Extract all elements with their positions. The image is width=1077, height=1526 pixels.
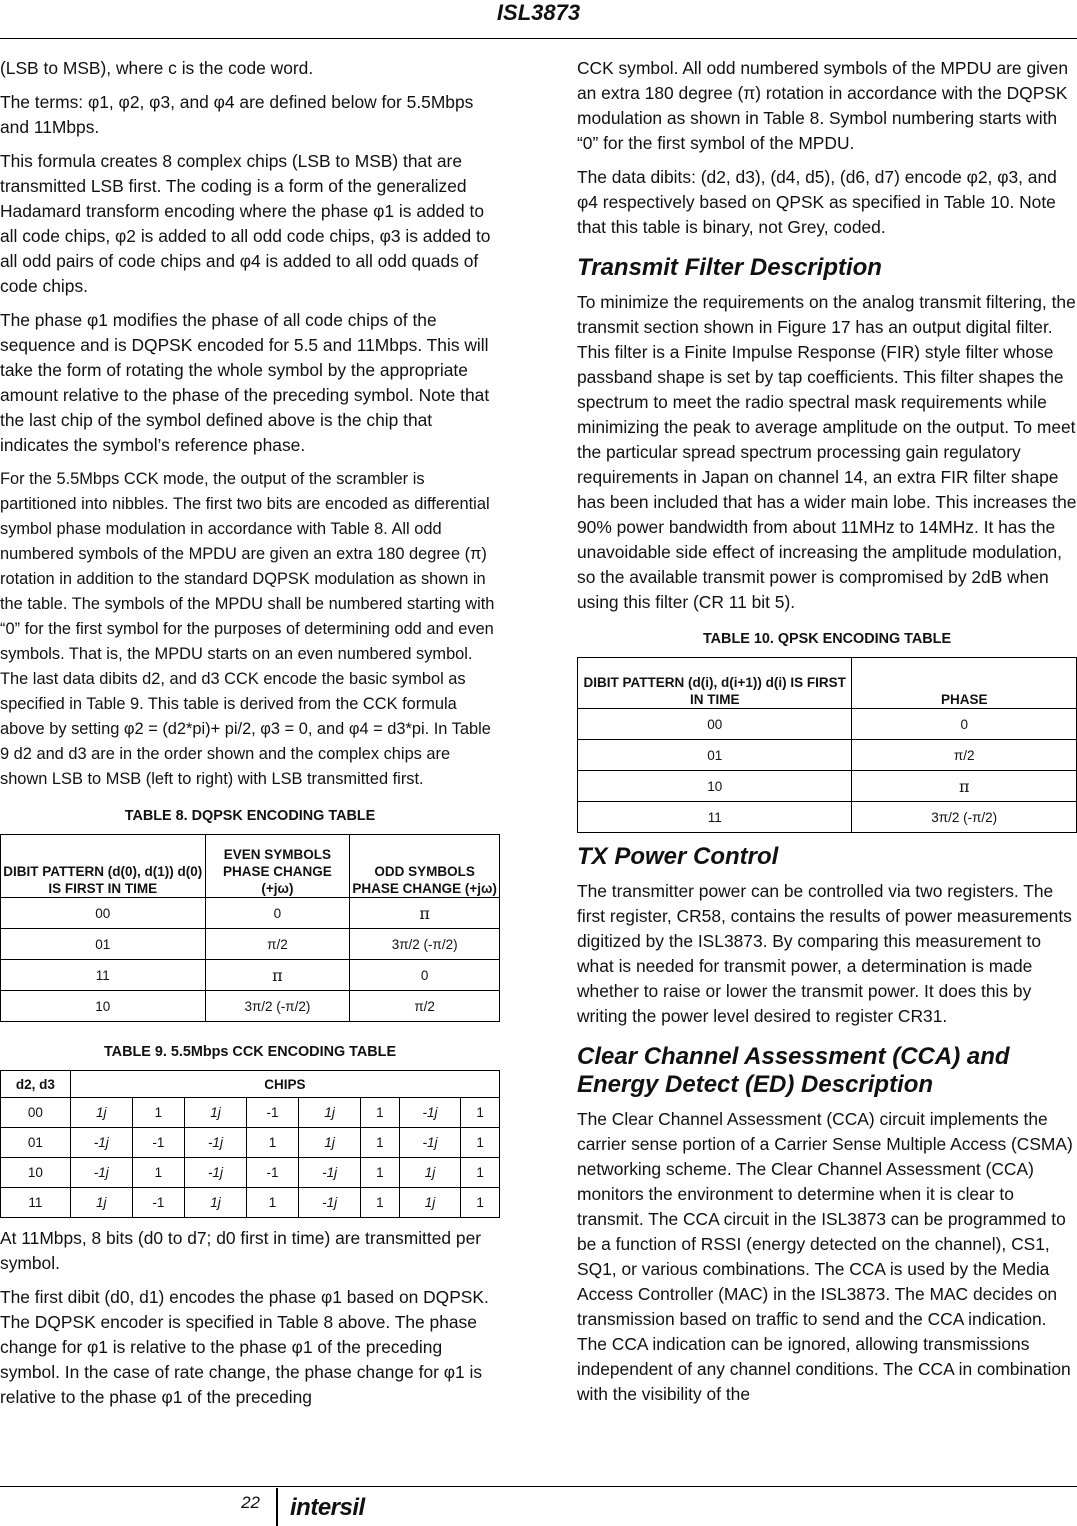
paragraph: For the 5.5Mbps CCK mode, the output of the scrambler is partitioned into nibbles. The first two bits are encoded as differential symbol phase modulation in accordance with Table 8. All odd numbered symbols of the MPDU are given an extra 180 degree (π) rotation in addition to the standard DQPSK modulation as shown in the table. The symbols of the MPDU shall be numbered starting with “0” for the first symbol for the purposes of determining odd and even symbols. That is, the MPDU starts on an even numbered symbol. The last data dibits d2, and d3 CCK encode the basic symbol as specified in Table 9. This table is derived from the CCK formula above by setting φ2 = (d2*pi)+ pi/2, φ3 = 0, and φ4 = d3*pi. In Table 9 d2 and d3 are in the order shown and the complex chips are shown LSB to MSB (left to right) with LSB transmitted first.	[0, 470, 495, 788]
table8	[0, 834, 500, 1022]
table-cell: 1	[361, 1098, 400, 1128]
table-cell: -1j	[185, 1128, 247, 1158]
table-cell: 1	[246, 1128, 298, 1158]
table-cell: 0	[205, 898, 350, 929]
page-header: ISL3873	[496, 0, 581, 25]
table-cell: 01	[578, 740, 852, 771]
paragraph: The transmitter power can be controlled via two registers. The first register, CR58, contains the results of power measurements digitized by the ISL3873. By comparing this measurement to what is needed for transmit power, a determination is made whether to raise or lower the transmit power. It does this by writing the power level desired to register CR31.	[577, 881, 1072, 1026]
table-cell: 1j	[299, 1128, 361, 1158]
table-row	[1, 1188, 500, 1218]
paragraph: The Clear Channel Assessment (CCA) circuit implements the carrier sense portion of a Carrier Sense Multiple Access (CSMA) networking scheme. The Clear Channel Assessment (CCA) monitors the environment to determine when it is clear to transmit. The CCA circuit in the ISL3873 can be programmed to be a function of RSSI (energy detected on the channel), CS1, SQ1, or various combinations. The CCA is used by the Media Access Controller (MAC) in the ISL3873. The MAC decides on transmission based on traffic to send and the CCA indication. The CCA indication can be ignored, allowing transmissions independent of any channel conditions. The CCA in combination with the visibility of the	[577, 1109, 1073, 1404]
table9	[0, 1070, 500, 1218]
section-heading: Clear Channel Assessment (CCA) and Energy Detect (ED) Description	[577, 1043, 1010, 1098]
table-row	[1, 991, 500, 1022]
page-number: 22	[241, 1493, 260, 1512]
paragraph: The first dibit (d0, d1) encodes the phase φ1 based on DQPSK. The DQPSK encoder is specified in Table 8 above. The phase change for φ1 is relative to the phase φ1 of the preceding symbol. In the case of rate change, the phase change for φ1 is relative to the phase φ1 of the preceding	[0, 1287, 489, 1407]
table-cell: -1j	[70, 1128, 132, 1158]
table-cell: 1j	[299, 1098, 361, 1128]
table-cell: π/2	[205, 929, 350, 960]
table-row	[1, 1158, 500, 1188]
table-cell: 11	[1, 1188, 71, 1218]
table-cell: 1	[461, 1188, 500, 1218]
table-cell: -1j	[185, 1158, 247, 1188]
header-rule	[0, 38, 1077, 39]
table-cell: 11	[1, 960, 206, 991]
table10-header-dibit: DIBIT PATTERN (d(i), d(i+1)) d(i) IS FIRST IN TIME	[578, 658, 852, 709]
intersil-logo	[290, 1494, 365, 1522]
table-row	[578, 740, 1077, 771]
table-cell: 3π/2 (-π/2)	[852, 802, 1077, 833]
footer-rule	[0, 1486, 1077, 1487]
table-cell: 1	[246, 1188, 298, 1218]
table-cell: -1	[246, 1098, 298, 1128]
table-cell: 3π/2 (-π/2)	[350, 929, 500, 960]
table-cell: 1	[461, 1128, 500, 1158]
table-cell: 1j	[70, 1098, 132, 1128]
table-cell: 10	[1, 1158, 71, 1188]
table-cell: π/2	[350, 991, 500, 1022]
table10-caption: TABLE 10. QPSK ENCODING TABLE	[702, 631, 952, 647]
table-cell: 1	[361, 1188, 400, 1218]
section-heading: TX Power Control	[577, 843, 779, 870]
section-heading: Transmit Filter Description	[577, 254, 882, 281]
paragraph: To minimize the requirements on the analog transmit filtering, the transmit section shown in Figure 17 has an output digital filter. This filter is a Finite Impulse Response (FIR) style filter whose passband shape is set by tap coefficients. This filter shapes the spectrum to meet the radio spectral mask requirements while minimizing the peak to average amplitude on the output. To meet the particular spread spectrum processing gain regulatory requirements in Japan on channel 14, an extra FIR filter shape has been included that has a wider main lobe. This increases the 90% power bandwidth from about 11MHz to 14MHz. It has the unavoidable side effect of increasing the amplitude modulation, so the available transmit power is compromised by 2dB when using this filter (CR 11 bit 5).	[577, 292, 1077, 612]
table-cell: -1j	[70, 1158, 132, 1188]
footer-divider	[276, 1488, 278, 1526]
table-cell: 1	[361, 1128, 400, 1158]
left-column	[0, 56, 500, 1419]
table-cell: 1j	[399, 1158, 461, 1188]
table10-header-phase: PHASE	[852, 658, 1077, 709]
table8-header-dibit: DIBIT PATTERN (d(0), d(1)) d(0) IS FIRST IN TIME	[1, 835, 206, 898]
table8-caption: TABLE 8. DQPSK ENCODING TABLE	[124, 808, 376, 824]
table-cell: 10	[1, 991, 206, 1022]
table-row	[1, 960, 500, 991]
table-cell: 1j	[399, 1188, 461, 1218]
table-cell: -1	[246, 1158, 298, 1188]
table-cell: -1j	[299, 1188, 361, 1218]
table-row	[578, 709, 1077, 740]
table-cell: 1j	[185, 1188, 247, 1218]
table10	[577, 657, 1077, 833]
table-row	[1, 1098, 500, 1128]
table-cell: 1j	[70, 1188, 132, 1218]
table-cell: 1	[461, 1158, 500, 1188]
table-cell: 0	[852, 709, 1077, 740]
table9-header-d2d3: d2, d3	[1, 1071, 71, 1098]
table-cell: 3π/2 (-π/2)	[205, 991, 350, 1022]
table9-caption: TABLE 9. 5.5Mbps CCK ENCODING TABLE	[103, 1044, 397, 1060]
table-cell: 11	[578, 802, 852, 833]
paragraph: (LSB to MSB), where c is the code word.	[0, 58, 314, 78]
table9-header-chips: CHIPS	[70, 1071, 499, 1098]
table-cell: -1	[132, 1128, 184, 1158]
paragraph: The data dibits: (d2, d3), (d4, d5), (d6, d7) encode φ2, φ3, and φ4 respectively based on QPSK as specified in Table 10. Note that this table is binary, not Grey, coded.	[577, 167, 1057, 237]
table-row	[578, 771, 1077, 802]
table-cell: π	[350, 898, 500, 929]
paragraph: This formula creates 8 complex chips (LSB to MSB) that are transmitted LSB first. The coding is a form of the generalized Hadamard transform encoding where the phase φ1 is added to all code chips, φ2 is added to all odd code chips, φ3 is added to all odd pairs of code chips and φ4 is added to all odd quads of code chips.	[0, 151, 491, 296]
table-cell: -1j	[399, 1098, 461, 1128]
table-cell: 1	[461, 1098, 500, 1128]
table-cell: 01	[1, 1128, 71, 1158]
paragraph: The phase φ1 modifies the phase of all code chips of the sequence and is DQPSK encoded for 5.5 and 11Mbps. This will take the form of rotating the whole symbol by the appropriate amount relative to the phase of the preceding symbol. Note that the last chip of the symbol defined above is the chip that indicates the symbol’s reference phase.	[0, 310, 490, 455]
table-cell: 00	[578, 709, 852, 740]
table-cell: 00	[1, 898, 206, 929]
right-column	[577, 56, 1077, 1416]
table-cell: 1	[361, 1158, 400, 1188]
table-row	[578, 802, 1077, 833]
table-cell: 00	[1, 1098, 71, 1128]
table-cell: 1	[132, 1158, 184, 1188]
table-cell: 0	[350, 960, 500, 991]
table-cell: 1	[132, 1098, 184, 1128]
table-cell: -1	[132, 1188, 184, 1218]
logo-text: intersil	[290, 1494, 365, 1521]
paragraph: At 11Mbps, 8 bits (d0 to d7; d0 first in time) are transmitted per symbol.	[0, 1228, 482, 1273]
paragraph: CCK symbol. All odd numbered symbols of the MPDU are given an extra 180 degree (π) rotation in accordance with the DQPSK modulation as shown in Table 8. Symbol numbering starts with “0” for the first symbol of the MPDU.	[577, 58, 1069, 153]
table8-header-even: EVEN SYMBOLS PHASE CHANGE (+jω)	[205, 835, 350, 898]
table-cell: -1j	[399, 1128, 461, 1158]
table-cell: π	[852, 771, 1077, 802]
table-cell: π/2	[852, 740, 1077, 771]
table-row	[1, 929, 500, 960]
table-cell: -1j	[299, 1158, 361, 1188]
table-row	[1, 898, 500, 929]
table-cell: 10	[578, 771, 852, 802]
paragraph: The terms: φ1, φ2, φ3, and φ4 are defined below for 5.5Mbps and 11Mbps.	[0, 92, 474, 137]
table-cell: 1j	[185, 1098, 247, 1128]
table8-header-odd: ODD SYMBOLS PHASE CHANGE (+jω)	[350, 835, 500, 898]
table-row	[1, 1128, 500, 1158]
table-cell: π	[205, 960, 350, 991]
table-cell: 01	[1, 929, 206, 960]
